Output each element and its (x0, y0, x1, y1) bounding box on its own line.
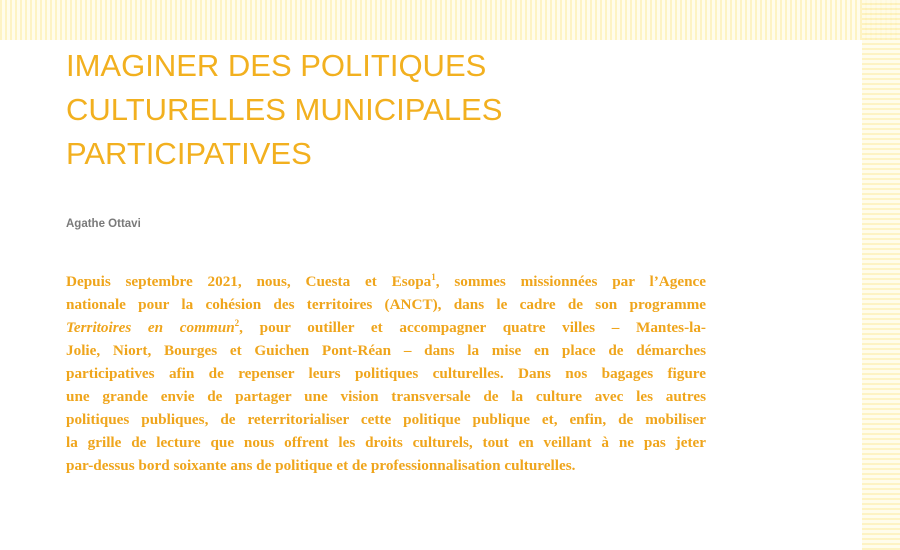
title-line: CULTURELLES MUNICIPALES (66, 92, 503, 127)
article-title (66, 44, 666, 176)
lead-line (66, 270, 706, 293)
title-line: IMAGINER DES POLITIQUES (66, 48, 487, 83)
lead-line: politiques publiques, de reterritorialiser cette politique publique et, enfin, de mobiliser (66, 411, 706, 428)
lead-line: la grille de lecture que nous offrent les droits culturels, tout en veillant à ne pas jeter (66, 434, 706, 451)
lead-line: par-dessus bord soixante ans de politique et de professionnalisation culturelles. (66, 457, 576, 474)
title-line: PARTICIPATIVES (66, 136, 312, 171)
lead-line: participatives afin de repenser leurs politiques culturelles. Dans nos bagages figure (66, 365, 706, 382)
program-name: Territoires en commun (66, 319, 235, 336)
lead-text: Depuis septembre 2021, nous, Cuesta et Esopa (66, 273, 432, 290)
lead-text: , pour outiller et accompagner quatre villes – Mantes-la- (239, 319, 706, 336)
lead-line (66, 316, 706, 339)
lead-line: Jolie, Niort, Bourges et Guichen Pont-Réan – dans la mise en place de démarches (66, 342, 706, 359)
lead-line: nationale pour la cohésion des territoires (ANCT), dans le cadre de son programme (66, 296, 706, 313)
footnote-ref[interactable]: 1 (431, 271, 436, 282)
footnote-ref[interactable]: 2 (234, 317, 240, 328)
decorative-right-border (862, 0, 900, 550)
decorative-top-border (0, 0, 900, 40)
lead-text: , sommes missionnées par l’Agence (435, 273, 707, 290)
article-author: Agathe Ottavi (66, 218, 141, 230)
lead-line: une grande envie de partager une vision transversale de la culture avec les autres (66, 388, 706, 405)
article-lead-paragraph (66, 270, 706, 477)
